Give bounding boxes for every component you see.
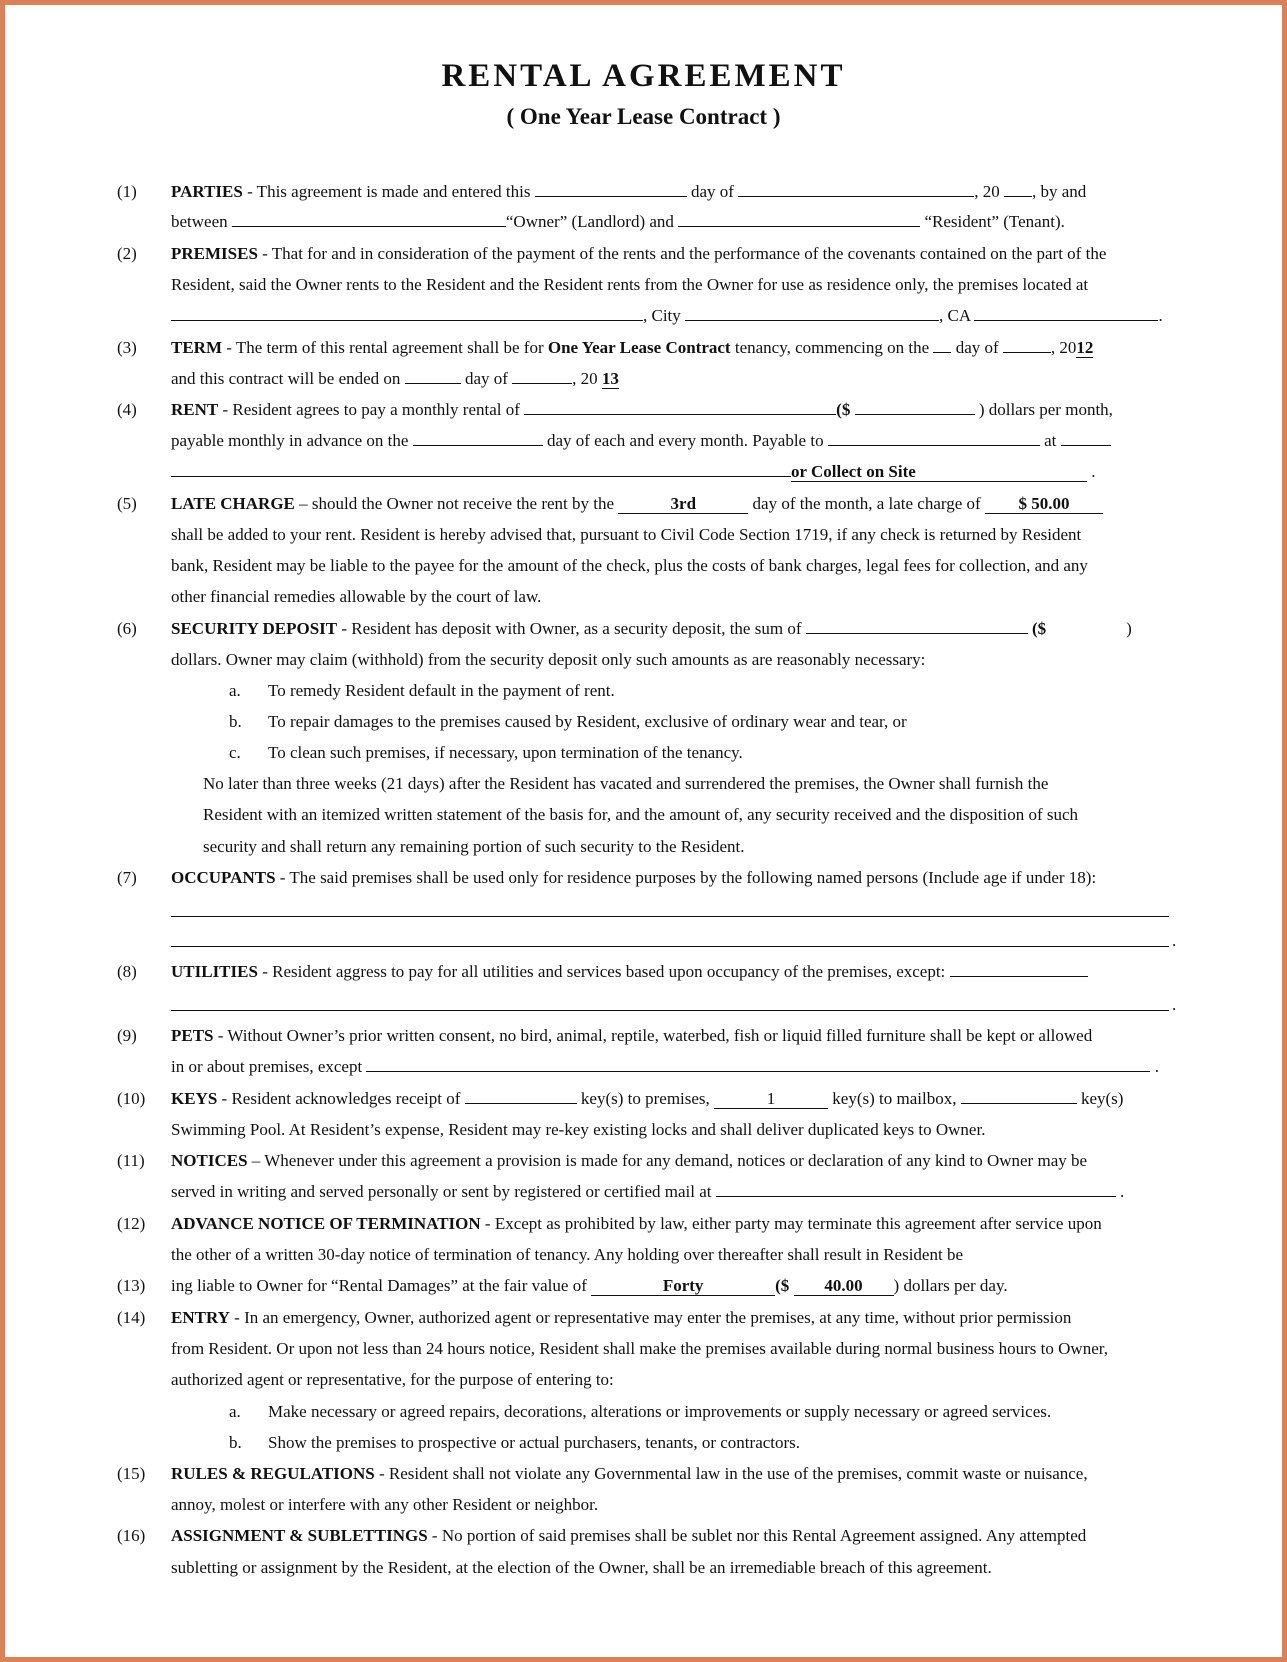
occupants-field-2[interactable] (171, 946, 1169, 947)
section-heading: TERM (171, 338, 222, 357)
premises-line-3 (171, 305, 1163, 327)
list-letter: b. (229, 1433, 242, 1452)
late-charge-line-3: bank, Resident may be liable to the payee for the amount of the check, plus the costs of bank charges, legal fees for collection, and any (171, 556, 1088, 575)
late-charge-line-2: shall be added to your rent. Resident is hereby advised that, pursuant to Civil Code Section 1719, if any check is returned by Resident (171, 525, 1082, 544)
text: payable monthly in advance on the (171, 431, 413, 450)
mailbox-keys-field[interactable]: 1 (714, 1090, 828, 1109)
text: - Resident acknowledges receipt of (217, 1089, 465, 1108)
text: , CA (939, 306, 975, 325)
end-month-field[interactable] (512, 368, 572, 384)
text: - This agreement is made and entered this (242, 182, 535, 201)
text: , 20 (1050, 338, 1077, 357)
text: - Resident has deposit with Owner, as a security deposit, the sum of (337, 619, 806, 638)
section-number: (9) (117, 1026, 137, 1045)
section-number: (4) (117, 400, 137, 419)
list-item: Make necessary or agreed repairs, decorations, alterations or improvements or supply necessary or agreed services. (268, 1402, 1052, 1421)
text: ing liable to Owner for “Rental Damages” at the fair value of (171, 1276, 592, 1295)
occupants-line-1 (171, 867, 1096, 889)
term-line-2 (171, 368, 619, 390)
damages-words-field[interactable]: Forty (591, 1277, 775, 1296)
lease-type: One Year Lease Contract (547, 338, 731, 357)
deposit-words-field[interactable] (806, 618, 1028, 634)
start-year-field[interactable]: 12 (1076, 338, 1094, 357)
rent-amount-field[interactable] (855, 399, 975, 415)
rules-line-1 (171, 1463, 1088, 1485)
payee-field[interactable] (828, 430, 1040, 446)
text: day of (951, 338, 1003, 357)
section-number: (11) (117, 1151, 145, 1170)
deposit-paragraph-1: No later than three weeks (21 days) after the Resident has vacated and surrendered the premises, the Owner shall furnish the (203, 774, 1049, 793)
pets-line-2 (171, 1056, 1159, 1078)
text: at (1039, 431, 1061, 450)
text: ) dollars per month, (974, 400, 1113, 419)
text: tenancy, commencing on the (730, 338, 934, 357)
text: - Resident aggress to pay for all utilities and services based upon occupancy of the premises, except: (257, 962, 950, 981)
text: key(s) (1076, 1089, 1124, 1108)
section-number: (6) (117, 619, 137, 638)
document-subtitle: ( One Year Lease Contract ) (506, 104, 781, 129)
late-fee-field[interactable]: $ 50.00 (985, 495, 1103, 514)
text: day of (686, 182, 739, 201)
termination-line-2: the other of a written 30-day notice of termination of tenancy. Any holding over thereafter shall result in Resident be (171, 1245, 963, 1264)
utilities-end: . (1172, 995, 1177, 1014)
text: . (1115, 1182, 1125, 1201)
section-heading: ENTRY (171, 1308, 230, 1327)
text: key(s) to mailbox, (828, 1089, 961, 1108)
start-day-field[interactable] (933, 337, 951, 353)
section-number: (2) (117, 244, 137, 263)
entry-line-3: authorized agent or representative, for the purpose of entering to: (171, 1370, 614, 1389)
city-field[interactable] (685, 305, 939, 321)
parties-line-2 (171, 211, 1065, 233)
term-line-1 (171, 337, 1093, 359)
start-month-field[interactable] (1003, 337, 1051, 353)
section-number: (12) (117, 1214, 146, 1233)
notices-line-2 (171, 1181, 1124, 1203)
collect-on-site[interactable]: or Collect on Site (791, 463, 1087, 482)
text: ($ (836, 400, 855, 419)
section-number: (3) (117, 338, 137, 357)
end-year-field[interactable]: 13 (601, 369, 619, 388)
text: , by and (1031, 182, 1087, 201)
premises-line-1 (171, 243, 1106, 265)
notice-address-field[interactable] (716, 1181, 1116, 1197)
section-number: (13) (117, 1276, 146, 1295)
keys-line-1 (171, 1088, 1123, 1110)
text: “Owner” (Landlord) and (505, 212, 679, 231)
section-heading: NOTICES (171, 1151, 248, 1170)
section-heading: OCCUPANTS (171, 868, 276, 887)
parties-line-1 (171, 181, 1086, 203)
list-letter: c. (229, 743, 241, 762)
pets-exception-field[interactable] (366, 1056, 1150, 1072)
section-number: (7) (117, 868, 137, 887)
section-number: (15) (117, 1464, 146, 1483)
damages-amount-field[interactable]: 40.00 (794, 1277, 894, 1296)
deposit-paragraph-3: security and shall return any remaining portion of such security to the Resident. (203, 837, 745, 856)
text: - No portion of said premises shall be sublet nor this Rental Agreement assigned. Any attempted (427, 1526, 1087, 1545)
section-number: (8) (117, 962, 137, 981)
keys-line-2: Swimming Pool. At Resident’s expense, Resident may re-key existing locks and shall deliver duplicated keys to Owner. (171, 1120, 986, 1139)
pets-line-1 (171, 1025, 1092, 1047)
text: in or about premises, except (171, 1057, 367, 1076)
rent-line-1 (171, 399, 1113, 421)
section-heading: ASSIGNMENT & SUBLETTINGS (171, 1526, 428, 1545)
list-item: To repair damages to the premises caused by Resident, exclusive of ordinary wear and tear, or (268, 712, 907, 731)
late-day-field[interactable]: 3rd (618, 495, 748, 514)
rent-due-day-field[interactable] (413, 430, 543, 446)
list-item: To clean such premises, if necessary, upon termination of the tenancy. (268, 743, 743, 762)
payment-address-field[interactable] (171, 461, 791, 477)
text: ($ (775, 1276, 794, 1295)
damages-line (171, 1275, 1008, 1297)
text: - Except as prohibited by law, either party may terminate this agreement after service upon (480, 1214, 1102, 1233)
text: - The said premises shall be used only for residence purposes by the following named persons (Include age if under 18): (275, 868, 1097, 887)
assignment-line-2: subletting or assignment by the Resident, at the election of the Owner, shall be an irremediable breach of this agreement. (171, 1558, 992, 1577)
text: . (1087, 462, 1096, 481)
text: , City (643, 306, 686, 325)
section-heading: PARTIES (171, 182, 243, 201)
zip-field[interactable] (974, 305, 1158, 321)
rent-line-3 (171, 461, 1096, 483)
rules-line-2: annoy, molest or interfere with any other Resident or neighbor. (171, 1495, 599, 1514)
section-number: (16) (117, 1526, 146, 1545)
premises-keys-field[interactable] (465, 1088, 577, 1104)
section-heading: RULES & REGULATIONS (171, 1464, 375, 1483)
text: , 20 (572, 369, 602, 388)
text: . (1150, 1057, 1159, 1076)
list-item: To remedy Resident default in the payment of rent. (268, 681, 615, 700)
premises-address-field[interactable] (171, 305, 643, 321)
section-heading: PETS (171, 1026, 214, 1045)
deposit-line-2: dollars. Owner may claim (withhold) from the security deposit only such amounts as are reasonably necessary: (171, 650, 926, 669)
section-heading: LATE CHARGE (171, 494, 295, 513)
late-charge-line-4: other financial remedies allowable by the court of law. (171, 587, 542, 606)
late-charge-line-1 (171, 493, 1103, 515)
text: ) dollars per day. (893, 1276, 1008, 1295)
notices-line-1 (171, 1150, 1087, 1172)
section-heading: PREMISES (171, 244, 258, 263)
section-number: (1) (117, 182, 137, 201)
entry-line-1 (171, 1307, 1071, 1329)
text: – Whenever under this agreement a provision is made for any demand, notices or declaration of any kind to Owner may be (247, 1151, 1088, 1170)
date-day-field[interactable] (535, 181, 687, 197)
text: - Without Owner’s prior written consent, no bird, animal, reptile, waterbed, fish or liquid filled furniture shall be kept or allowed (213, 1026, 1093, 1045)
payment-location-field[interactable] (1061, 430, 1111, 446)
text: ($ (1027, 619, 1047, 638)
text: and this contract will be ended on (171, 369, 405, 388)
assignment-line-1 (171, 1525, 1086, 1547)
text: - The term of this rental agreement shall be for (222, 338, 548, 357)
list-letter: a. (229, 681, 241, 700)
section-heading: ADVANCE NOTICE OF TERMINATION (171, 1214, 481, 1233)
text: , 20 (974, 182, 1004, 201)
end-day-field[interactable] (405, 368, 461, 384)
text: key(s) to premises, (576, 1089, 715, 1108)
section-heading: KEYS (171, 1089, 218, 1108)
text: – should the Owner not receive the rent by the (294, 494, 619, 513)
list-letter: a. (229, 1402, 241, 1421)
termination-line-1 (171, 1213, 1102, 1235)
text: between (171, 212, 232, 231)
section-number: (14) (117, 1308, 146, 1327)
text: day of (460, 369, 513, 388)
section-heading: RENT (171, 400, 219, 419)
text: ) (1126, 619, 1132, 638)
occupants-field-1[interactable] (171, 916, 1169, 917)
deposit-line-1 (171, 618, 1132, 640)
list-item: Show the premises to prospective or actual purchasers, tenants, or contractors. (268, 1433, 801, 1452)
text: “Resident” (Tenant). (920, 212, 1065, 231)
rent-line-2 (171, 430, 1111, 452)
utilities-exception-field[interactable] (950, 961, 1088, 977)
text: . (1158, 306, 1163, 325)
utilities-line-1 (171, 961, 1088, 983)
pool-keys-field[interactable] (961, 1088, 1077, 1104)
text: - Resident agrees to pay a monthly rental of (218, 400, 525, 419)
rent-words-field[interactable] (524, 399, 836, 415)
list-letter: b. (229, 712, 242, 731)
resident-name-field[interactable] (678, 211, 920, 227)
date-year-field[interactable] (1004, 181, 1032, 197)
text: served in writing and served personally or sent by registered or certified mail at (171, 1182, 716, 1201)
occupants-end: . (1172, 931, 1177, 950)
text: - Resident shall not violate any Governmental law in the use of the premises, commit waste or nuisance, (374, 1464, 1088, 1483)
document-title: RENTAL AGREEMENT (441, 58, 846, 94)
section-number: (10) (117, 1089, 146, 1108)
section-heading: SECURITY DEPOSIT (171, 619, 338, 638)
deposit-paragraph-2: Resident with an itemized written statement of the basis for, and the amount of, any security received and the disposition of such (203, 805, 1079, 824)
date-month-field[interactable] (738, 181, 974, 197)
text: - In an emergency, Owner, authorized agent or representative may enter the premises, at any time, without prior permission (229, 1308, 1072, 1327)
text: day of each and every month. Payable to (542, 431, 828, 450)
text: - That for and in consideration of the payment of the rents and the performance of the covenants contained on the part of the (257, 244, 1107, 263)
entry-line-2: from Resident. Or upon not less than 24 hours notice, Resident shall make the premises available during normal business hours to Owner, (171, 1339, 1108, 1358)
text: day of the month, a late charge of (748, 494, 985, 513)
utilities-field-2[interactable] (171, 1010, 1169, 1011)
premises-line-2: Resident, said the Owner rents to the Resident and the Resident rents from the Owner for use as residence only, the premises located at (171, 275, 1089, 294)
section-heading: UTILITIES (171, 962, 258, 981)
section-number: (5) (117, 494, 137, 513)
owner-name-field[interactable] (232, 211, 506, 227)
